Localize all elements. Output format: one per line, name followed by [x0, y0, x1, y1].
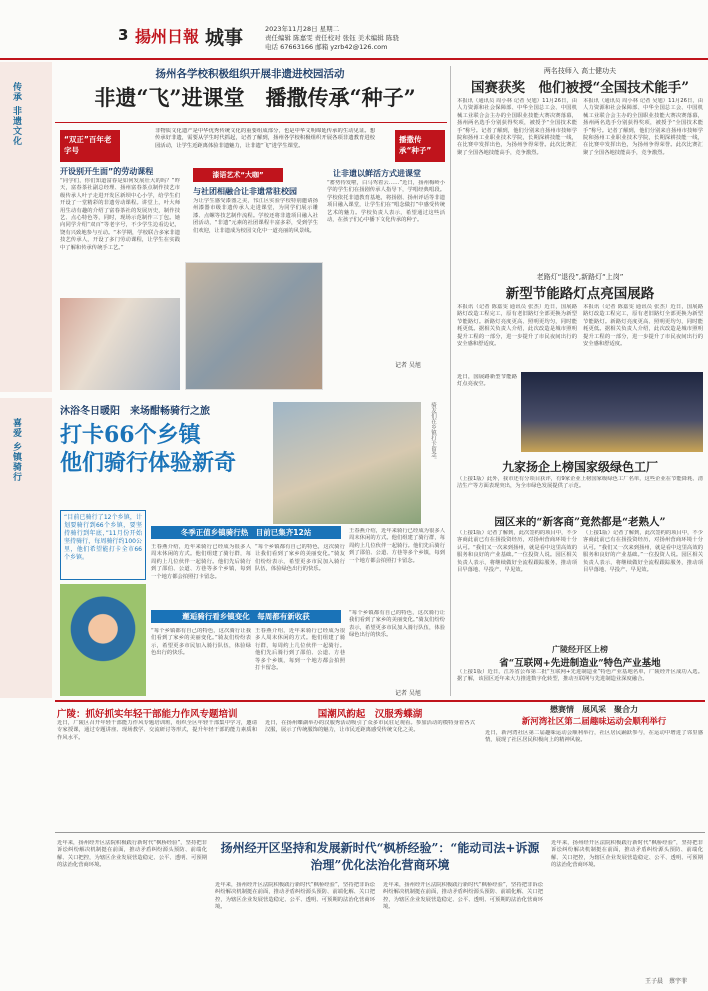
top-story — [55, 62, 447, 392]
bottom-col3-text: 近日，新河湾社区第二届趣味运动会顺利举行，社区居民踊跃参与，在运动中增进了邻里感情，展现了社区居民积极向上的精神风貌。 — [485, 730, 703, 744]
photo-street-lights — [521, 372, 703, 452]
bottom-col3-title: 新河湾社区第二届趣味运动会顺利举行 — [521, 717, 667, 727]
col3-text: “蓄势待发啦，白马驾着云……”近日，扬州梅岭小学的学生们在扬剧传承人指导下，学唱经典唱段。学校依托非遗教育基地，将扬剧、扬州评话等非遗项目融入课堂，让学生们在“唱念做打”中感受传统艺术的魅力。学校负责人表示，希望通过这些活动，在孩子们心中播下文化传承的种子。 — [327, 180, 445, 224]
cycling-story — [55, 398, 447, 698]
sidebar-tag: 喜爱 乡镇骑行 — [11, 418, 21, 483]
subhead-2: 邂逅骑行看乡镇变化 每周都有新收获 — [151, 610, 341, 623]
feature-text-mid2: 近年来，扬州经开区法院积极践行新时代“枫桥经验”，坚持把非诉讼纠纷解决机制挺在前面，推动矛盾纠纷源头预防、前端化解、关口把控，为辖区企业发展营造稳定、公平、透明、可预期的法治化营商环境。 — [383, 882, 543, 911]
cycling-byline: 记者 吴旭 — [395, 690, 421, 697]
header-meta — [265, 25, 465, 52]
cycling-text-2: “每个乡镇都有自己的特色，这次骑行让我们看到了家乡的美丽变化。”骑友们纷纷表示，希望更多市民加入骑行队伍，体验绿色出行的快乐。 — [151, 628, 251, 657]
bottom-col3-kicker: 懋赛情 展风采 聚合力 — [550, 705, 638, 714]
meta-editors: 责任编辑 陈嘉雯 责任校对 张钰 美术编辑 陈骁 — [265, 34, 399, 42]
photo-caption: 近日，国展路新型节能路灯点亮夜空。 — [457, 374, 517, 388]
meta-date: 2023年11月28日 星期二 — [265, 25, 340, 33]
cycling-text-1: 王春燕介绍，近年来骑行已经成为很多人周末休闲的方式。他们组建了骑行群，每周约上几位伙伴一起骑行。他们先后骑行到了邵伯、公道、方巷等多个乡镇，每到一个地方都会拍照打卡留念。 — [151, 544, 251, 580]
sidebar-tag: 传承 非遗文化 — [11, 82, 21, 147]
story6-text: （上接1版）近日，江苏省公布第二批“互联网+先进制造业”特色产业基地名单，广陵经开区成功入选。据了解，该园区近年来大力推进数字化转型，推动互联网与先进制造业深度融合。 — [457, 669, 703, 683]
feature-title: 扬州经开区坚持和发展新时代“枫桥经验”：“能动司法+诉源治理”优化法治化营商环境 — [220, 841, 540, 872]
story-headline: 非遗“飞”进课堂 播撒传承“种子” — [94, 85, 416, 110]
story5-text-continued: （上接1版）记者了解到，此次签约的项目中，不少客商此前已有在扬投资经历，对扬州营商环境十分认可。“我们又一次来到扬州，就是看中这里高效的服务和良好的产业基础。”一位投资人说。园区相关负责人表示，将继续做好全流程跟踪服务，推动项目早落地、早投产、早见效。 — [583, 530, 703, 574]
story3-kicker: 老路灯“退役”,新路灯“上岗” — [536, 273, 624, 281]
cycling-text-2b: 王春燕介绍，近年来骑行已经成为很多人周末休闲的方式。他们组建了骑行群，每周约上几位伙伴一起骑行。他们先后骑行到了邵伯、公道、方巷等多个乡镇，每到一个地方都会拍照打卡留念。 — [255, 628, 345, 672]
badge-right: 播撒传承“种子” — [395, 130, 445, 162]
divider — [55, 832, 705, 833]
col3-title: 让非遗以鲜活方式进课堂 — [333, 169, 421, 178]
cycling-headline-1: 打卡66个乡镇 — [60, 422, 201, 448]
story-lead: 非物质文化遗产是中华优秀传统文化的重要组成部分，也是中华文明绵延传承的生动见证。想传承好非遗，需要从学生时代抓起，记者了解到，扬州各学校积极组织开展各项非遗教育进校园活动，让学生近距离体验非遗魅力，让非遗“飞”进学生课堂。 — [155, 128, 375, 149]
cycling-text-right: 王春燕介绍，近年来骑行已经成为很多人周末休闲的方式。他们组建了骑行群，每周约上几位伙伴一起骑行。他们先后骑行到了邵伯、公道、方巷等多个乡镇，每到一个地方都会拍照打卡留念。 — [349, 528, 445, 564]
col1-title: 开设别开生面”的劳动课程 — [60, 167, 154, 176]
story3-text-continued: 本报讯（记者 陈嘉雯 通讯员 张杰）近日，国展路路灯改造工程完工，原有老旧路灯全部更换为新型节能路灯。新路灯亮度更高、照明更均匀，同时能耗更低。据相关负责人介绍，此次改造是城市照明提升工程的一部分，进一步提升了市民夜间出行的安全感和舒适度。 — [583, 304, 703, 348]
feature-byline: 王子晨 蔡宇菲 — [645, 978, 688, 985]
bottom-col2-title: 国潮风韵起 汉服秀蝶湖 — [317, 709, 423, 720]
story5-headline: 园区来的“新客商”竟然都是“老熟人” — [494, 516, 666, 528]
badge-left: “双正”百年老字号 — [60, 130, 120, 162]
feature-text-mid: 近年来，扬州经开区法院积极践行新时代“枫桥经验”，坚持把非诉讼纠纷解决机制挺在前面，推动矛盾纠纷源头预防、前端化解、关口把控，为辖区企业发展营造稳定、公平、透明、可预期的法治化营商环境。 — [215, 882, 375, 911]
pullquote: “目前已骑行了12个乡镇，计划要骑行到66个乡镇，要坚持骑行到年底，”11月份开始坚持骑行，每周骑行约100公里，他们希望能打卡全市66个乡镇。 — [60, 510, 146, 580]
cycling-text-2c: “每个乡镇都有自己的特色，这次骑行让我们看到了家乡的美丽变化。”骑友们纷纷表示，希望更多市民加入骑行队伍，体验绿色出行的快乐。 — [349, 610, 445, 639]
bottom-col1-text: 近日，广陵区召开年轻干部能力作风专题培训班，组织全区年轻干部集中学习，邀请专家授课，通过专题讲座、现场教学、交流研讨等形式，提升年轻干部的能力素质和作风水平。 — [57, 720, 257, 741]
meta-contact: 电话 67663166 邮箱 yzrb42@126.com — [265, 43, 388, 51]
divider — [55, 122, 447, 123]
photo-students-cooking — [60, 298, 180, 390]
feature-text-right: 近年来，扬州经开区法院积极践行新时代“枫桥经验”，坚持把非诉讼纠纷解决机制挺在前面，推动矛盾纠纷源头预防、前端化解、关口把控，为辖区企业发展营造稳定、公平、透明、可预期的法治化营商环境。 — [551, 840, 703, 869]
bottom-row — [55, 704, 705, 830]
photo-cyclists-group — [273, 402, 421, 524]
story6-kicker: 广陵经开区上榜 — [552, 645, 608, 654]
sidebar-cycling — [0, 398, 52, 698]
badge-mid: 漆语艺术“大咖” — [193, 168, 283, 182]
feature-text-left: 近年来，扬州经开区法院积极践行新时代“枫桥经验”，坚持把非诉讼纠纷解决机制挺在前面，推动矛盾纠纷源头预防、前端化解、关口把控，为辖区企业发展营造稳定、公平、透明、可预期的法治化营商环境。 — [57, 840, 207, 869]
section-divider — [55, 700, 705, 702]
story4-text: （上接1版）此外，我市还有分项目获评，有9家企业上榜国家级绿色工厂名单，这些企业在节能降耗、清洁生产等方面表现突出，为全市绿色发展提供了示范。 — [457, 476, 703, 490]
page-number: 3 — [118, 26, 129, 44]
cycling-kicker: 沐浴冬日暖阳 来场酣畅骑行之旅 — [60, 406, 210, 417]
story2-text: 本报讯（通讯员 周小林 记者 吴旭）11月26日，由人力资源和社会保障部、中华全国总工会、中国机械工业联合会主办的全国职业技能大赛决赛落幕，扬州两名选手分别获得奖项，被授予“全国技术能手”称号。记者了解到，他们分别来自扬州市技师学院和扬州工业职业技术学院，长期深耕技能一线，在比赛中发挥出色，为扬州争得荣誉。此次比赛汇聚了全国各地技能高手，竞争激烈。 — [457, 98, 577, 156]
section-title: 城事 — [205, 27, 244, 49]
photo-lacquer-class — [185, 262, 323, 390]
subhead-1: 冬季正值乡镇骑行热 目前已集齐12站 — [151, 526, 341, 539]
story2-kicker: 两名技师入 高士健功夫 — [543, 67, 617, 75]
story2-headline: 国赛获奖 他们被授“全国技术能手” — [470, 80, 690, 96]
story4-headline: 九家扬企上榜国家级绿色工厂 — [501, 460, 658, 474]
story-kicker: 扬州各学校积极组织开展非遗进校园活动 — [155, 68, 345, 80]
right-column — [455, 62, 705, 702]
story3-headline: 新型节能路灯点亮国展路 — [505, 286, 655, 302]
story3-text: 本报讯（记者 陈嘉雯 通讯员 张杰）近日，国展路路灯改造工程完工，原有老旧路灯全部更换为新型节能路灯。新路灯亮度更高、照明更均匀，同时能耗更低。据相关负责人介绍，此次改造是城市照明提升工程的一部分，进一步提升了市民夜间出行的安全感和舒适度。 — [457, 304, 577, 348]
feature-story — [55, 836, 705, 986]
col1-text: “同学们，你们知道富春是如何发展壮大的吗？”昨天，富春茶社副总经理、扬州富春茶点制作技艺市级传承人叶子走进开发区新坝中心小学，给学生们开设了一堂精彩的非遗劳动课程。讲堂上，叶大师用生动有趣的介绍了富春茶社的发展历史，制作技艺、点心特色等，同时，现场示范制作三丁包。她向同学介绍“双百”等老字号，不少学生边看边记，饶有兴致地参与互动。“本学期，学校联合多家非遗技艺传承人，开设了多门劳动课程，让学生在实践中了解和传承传统手工艺。” — [60, 178, 180, 251]
story2-text-continued: 本报讯（通讯员 周小林 记者 吴旭）11月26日，由人力资源和社会保障部、中华全国总工会、中国机械工业联合会主办的全国职业技能大赛决赛落幕，扬州两名选手分别获得奖项，被授予“全国技术能手”称号。记者了解到，他们分别来自扬州市技师学院和扬州工业职业技术学院，长期深耕技能一线，在比赛中发挥出色，为扬州争得荣誉。此次比赛汇聚了全国各地技能高手，竞争激烈。 — [583, 98, 703, 156]
story5-text: （上接1版）记者了解到，此次签约的项目中，不少客商此前已有在扬投资经历，对扬州营商环境十分认可。“我们又一次来到扬州，就是看中这里高效的服务和良好的产业基础。”一位投资人说。园区相关负责人表示，将继续做好全流程跟踪服务，推动项目早落地、早投产、早见效。 — [457, 530, 577, 574]
byline: 记者 吴旭 — [395, 362, 421, 369]
story6-headline: 省“互联网+先进制造业”特色产业基地 — [499, 658, 661, 669]
bottom-col2-text: 近日，在扬州蝶湖举办的汉服秀活动吸引了众多市民驻足观看。参加活动的模特身着各式汉服，展示了传统服饰的魅力，让市民近距离感受传统文化之美。 — [265, 720, 475, 734]
page-header — [0, 0, 708, 60]
column-separator — [450, 66, 451, 696]
bottom-col1-title: 广陵：抓好抓实年轻干部能力作风专题培训 — [57, 709, 238, 720]
photo-caption-vertical: 骑友们在乡镇打卡留念。 — [430, 402, 436, 463]
sidebar-heritage — [0, 62, 52, 392]
cycling-text-1b: “每个乡镇都有自己的特色，这次骑行让我们看到了家乡的美丽变化。”骑友们纷纷表示，希望更多市民加入骑行队伍，体验绿色出行的快乐。 — [255, 544, 345, 573]
cycling-headline-2: 他们骑行体验新奇 — [60, 450, 237, 476]
col2-text: 为让学生感受漆器之美，邗江区实验学校特别邀请扬州漆器市级非遗传承人走进课堂，为同学们展示雕漆、点螺等技艺制作流程。学校还将非遗项目融入社团活动，“非遗”元素的社团课程丰富多彩，受到学生们欢迎，让非遗成为校园文化中一道亮丽的风景线。 — [193, 198, 318, 234]
photo-cyclist-portrait — [60, 584, 146, 696]
paper-name: 揚州日報 — [135, 27, 200, 46]
col2-title: 与社团相融合让非遗常驻校园 — [193, 187, 297, 196]
